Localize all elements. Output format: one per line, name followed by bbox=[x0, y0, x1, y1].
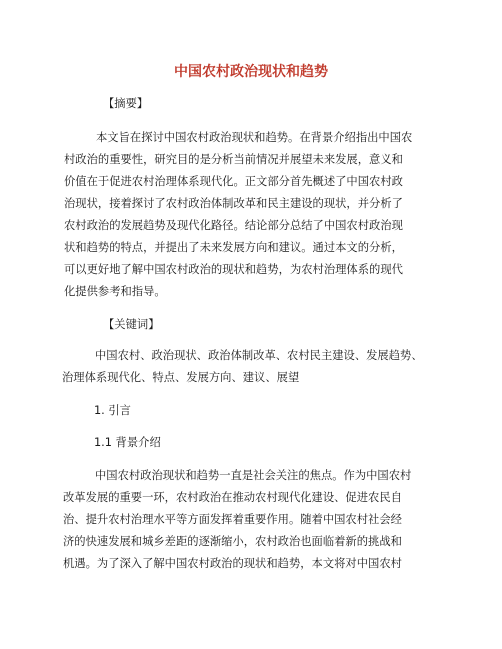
background-line: 治、提升农村治理水平等方面发挥着重要作用。随着中国农村社会经 bbox=[63, 513, 402, 526]
background-line: 改革发展的重要一环，农村政治在推动农村现代化建设、促进农民自 bbox=[63, 491, 402, 504]
keywords-line: 中国农村、政治现状、政治体制改革、农村民主建设、发展趋势、 bbox=[95, 349, 423, 362]
section-heading: 1. 引言 bbox=[94, 404, 131, 417]
background-line: 机遇。为了深入了解中国农村政治的现状和趋势，本文将对中国农村 bbox=[63, 557, 402, 570]
abstract-line: 可以更好地了解中国农村政治的现状和趋势，为农村治理体系的现代 bbox=[64, 263, 403, 276]
keywords-line: 治理体系现代化、特点、发展方向、建议、展望 bbox=[62, 371, 300, 384]
background-line: 中国农村政治现状和趋势一直是社会关注的焦点。作为中国农村 bbox=[95, 469, 412, 482]
abstract-line: 价值在于促进农村治理体系现代化。正文部分首先概述了中国农村政 bbox=[64, 175, 403, 188]
abstract-line: 状和趋势的特点，并提出了未来发展方向和建议。通过本文的分析， bbox=[64, 241, 403, 254]
subsection-heading: 1.1 背景介绍 bbox=[94, 436, 161, 449]
abstract-line: 农村政治的发展趋势及现代化路径。结论部分总结了中国农村政治现 bbox=[64, 219, 403, 232]
abstract-line: 化提供参考和指导。 bbox=[64, 285, 166, 298]
abstract-heading: 【摘要】 bbox=[103, 97, 149, 110]
abstract-line: 本文旨在探讨中国农村政治现状和趋势。在背景介绍指出中国农 bbox=[96, 131, 413, 144]
document-title: 中国农村政治现状和趋势 bbox=[174, 64, 328, 80]
background-line: 济的快速发展和城乡差距的逐渐缩小，农村政治也面临着新的挑战和 bbox=[63, 535, 402, 548]
abstract-line: 村政治的重要性，研究目的是分析当前情况并展望未来发展，意义和 bbox=[64, 153, 403, 166]
keywords-heading: 【关键词】 bbox=[103, 318, 160, 331]
abstract-line: 治现状，接着探讨了农村政治体制改革和民主建设的现状，并分析了 bbox=[64, 197, 403, 210]
